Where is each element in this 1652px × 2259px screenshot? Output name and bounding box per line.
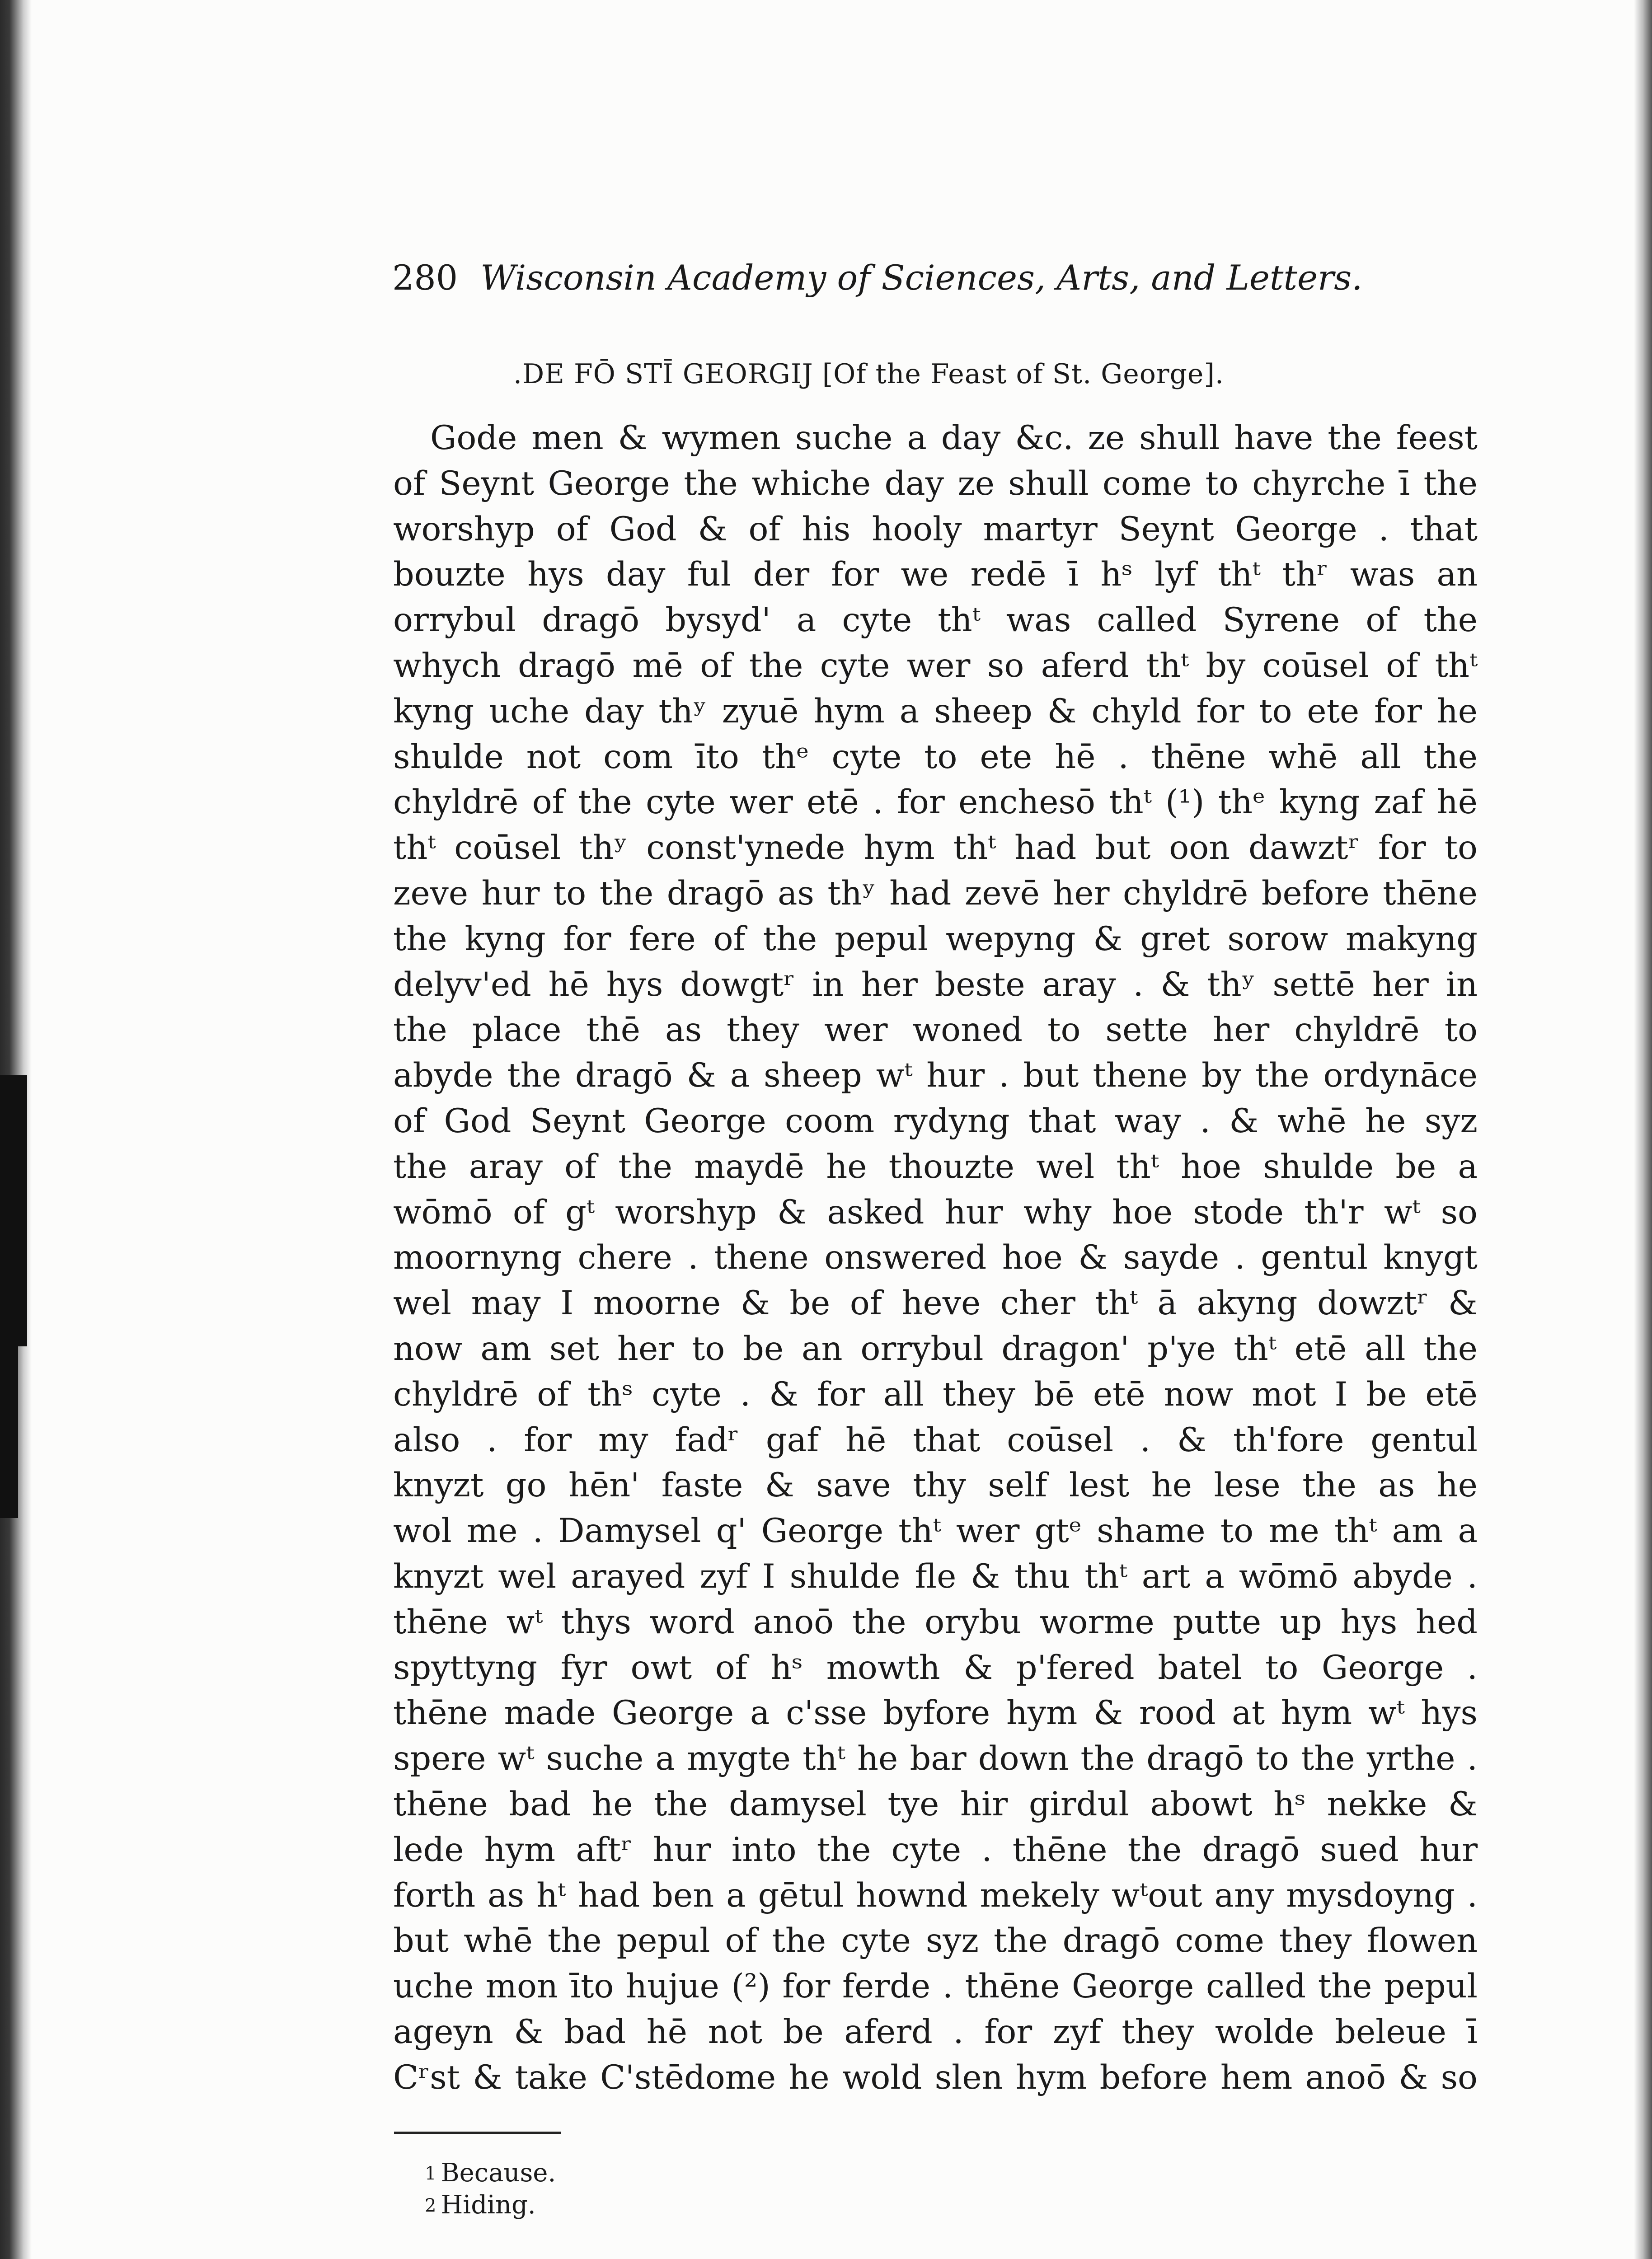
- text-line: knyzt go hēn' faste & save thy self lest he lese the as he: [393, 1466, 1478, 1505]
- running-header: [392, 253, 1386, 303]
- text-line: lede hym aftʳ hur into the cyte . thēne the dragō sued hur: [393, 1830, 1478, 1869]
- text-line: thēne wᵗ thys word anoō the orybu worme putte up hys hed: [393, 1603, 1478, 1641]
- text-line: abyde the dragō & a sheep wᵗ hur . but thene by the ordynāce: [393, 1056, 1478, 1095]
- text-line: thᵗ coūsel thʸ const'ynede hym thᵗ had but oon dawztʳ for to: [393, 829, 1478, 867]
- text-line: delyv'ed hē hys dowgtʳ in her beste aray . & thʸ settē her in: [393, 965, 1478, 1004]
- footnote-text: Because.: [441, 2158, 556, 2188]
- footnote-number: 1: [425, 2163, 436, 2184]
- text-line: thēne made George a c'sse byfore hym & rood at hym wᵗ hys: [393, 1694, 1478, 1733]
- text-line: wel may I moorne & be of heve cher thᵗ ā akyng dowztʳ &: [393, 1284, 1478, 1323]
- text-line: ageyn & bad hē not be aferd . for zyf they wolde beleue ī: [393, 2012, 1478, 2051]
- text-line: spyttyng fyr owt of hˢ mowth & p'fered batel to George .: [393, 1648, 1478, 1687]
- text-line: chyldrē of the cyte wer etē . for enchesō thᵗ (¹) thᵉ kyng zaf hē: [393, 783, 1478, 822]
- text-line: bouzte hys day ful der for we redē ī hˢ lyf thᵗ thʳ was an: [393, 555, 1478, 594]
- text-line: chyldrē of thˢ cyte . & for all they bē etē now mot I be etē: [393, 1375, 1478, 1414]
- text-line: also . for my fadʳ gaf hē that coūsel . & th'fore gentul: [393, 1420, 1478, 1459]
- text-line: knyzt wel arayed zyf I shulde fle & thu thᵗ art a wōmō abyde .: [393, 1557, 1478, 1596]
- text-line: forth as hᵗ had ben a gētul hownd mekely wᵗout any mysdoyng .: [393, 1876, 1478, 1915]
- footnote-number: 2: [425, 2195, 436, 2216]
- text-line: of Seynt George the whiche day ze shull come to chyrche ī the: [393, 464, 1478, 503]
- text-line: the aray of the maydē he thouzte wel thᵗ hoe shulde be a: [393, 1147, 1478, 1186]
- text-line: kyng uche day thʸ zyuē hym a sheep & chyld for to ete for he: [393, 692, 1478, 731]
- footnote-rule: [394, 2132, 561, 2134]
- text-line: of God Seynt George coom rydyng that way . & whē he syz: [393, 1101, 1478, 1140]
- text-line: worshyp of God & of his hooly martyr Seynt George . that: [393, 510, 1478, 548]
- text-line: shulde not com īto thᵉ cyte to ete hē . thēne whē all the: [393, 737, 1478, 776]
- text-line: Cʳst & take C'stēdome he wold slen hym before hem anoō & so: [393, 2058, 1478, 2097]
- text-line: Gode men & wymen suche a day &c. ze shull have the feest: [430, 419, 1478, 457]
- scan-edge-shadow: [0, 1346, 18, 1518]
- text-line: the place thē as they wer woned to sette her chyldrē to: [393, 1011, 1478, 1050]
- text-line: spere wᵗ suche a mygte thᵗ he bar down the dragō to the yrthe .: [393, 1739, 1478, 1778]
- page-number: 280: [392, 258, 458, 298]
- section-title: .DE FŌ STĪ GEORGIJ [Of the Feast of St. George].: [513, 358, 1224, 390]
- footnote-text: Hiding.: [441, 2190, 536, 2220]
- text-line: but whē the pepul of the cyte syz the dragō come they flowen: [393, 1922, 1478, 1960]
- footnote: [425, 2157, 967, 2189]
- text-line: whych dragō mē of the cyte wer so aferd thᵗ by coūsel of thᵗ: [393, 646, 1478, 685]
- text-line: wol me . Damysel q' George thᵗ wer gtᵉ shame to me thᵗ am a: [393, 1512, 1478, 1551]
- text-line: zeve hur to the dragō as thʸ had zevē her chyldrē before thēne: [393, 874, 1478, 913]
- scan-right-edge: [1634, 0, 1652, 2259]
- footnote: [425, 2189, 967, 2222]
- body-text: [393, 416, 1478, 2100]
- running-title: Wisconsin Academy of Sciences, Arts, and Letters.: [480, 258, 1363, 298]
- text-line: uche mon īto hujue (²) for ferde . thēne George called the pepul: [393, 1967, 1478, 2006]
- text-line: wōmō of gᵗ worshyp & asked hur why hoe stode th'r wᵗ so: [393, 1193, 1478, 1232]
- text-line: the kyng for fere of the pepul wepyng & gret sorow makyng: [393, 919, 1478, 958]
- text-line: thēne bad he the damysel tye hir girdul abowt hˢ nekke &: [393, 1785, 1478, 1823]
- footnotes: [425, 2157, 967, 2222]
- text-line: moornyng chere . thene onswered hoe & sayde . gentul knygt: [393, 1238, 1478, 1277]
- text-line: orrybul dragō bysyd' a cyte thᵗ was called Syrene of the: [393, 601, 1478, 640]
- scan-edge-shadow: [0, 1075, 27, 1346]
- text-line: now am set her to be an orrybul dragon' p'ye thᵗ etē all the: [393, 1329, 1478, 1368]
